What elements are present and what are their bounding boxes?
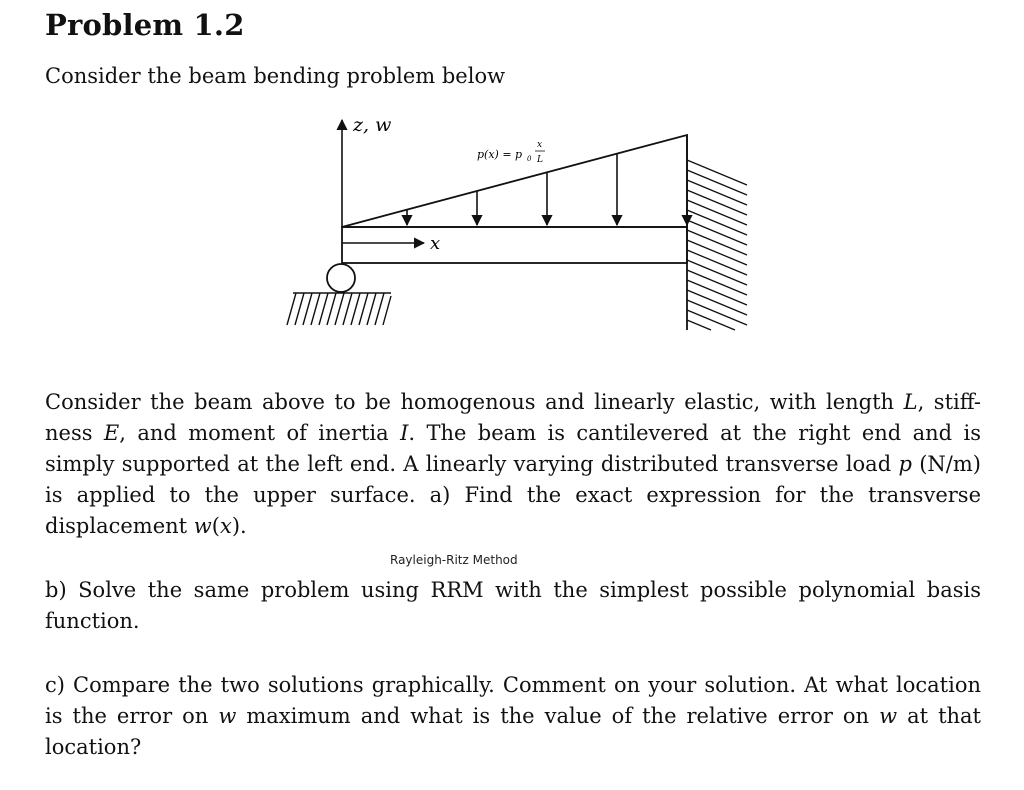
svg-text:0: 0 [527,155,532,163]
load-arrows [407,154,687,225]
beam [342,227,687,263]
beam-figure [0,0,1024,380]
svg-text:p(x) = p: p(x) = p [477,148,523,161]
z-axis-label: z, w [353,114,392,136]
problem-paragraph-c: c) Compare the two solutions graphically. Comment on your solution. At what location is the error on w maximum and what is the value of the relative error on w at that location? [45,673,981,759]
problem-paragraph-b: b) Solve the same problem using RRM with the simplest possible polynomial basis function. [45,578,981,633]
pin-support [327,264,355,292]
handwritten-note: Rayleigh-Ritz Method [390,553,518,567]
svg-text:L: L [537,155,543,165]
load-label [477,140,545,165]
svg-text:x: x [537,140,543,150]
problem-paragraph-a: Consider the beam above to be homogenous and linearly elastic, with length L, stiff-ness E, and moment of inertia I. The beam is cantilevered at the right end and is simply supported at the left end. A linearly varying distributed transverse load p (N/m) is applied to the upper surface. a) Find the exact expression for the transverse displacement w(x). [45,390,981,538]
wall-hatch [687,160,747,330]
intro-text: Consider the beam bending problem below [45,64,506,88]
problem-title: Problem 1.2 [45,8,245,42]
x-axis-label: x [430,233,441,254]
ground-hatch [287,293,391,325]
